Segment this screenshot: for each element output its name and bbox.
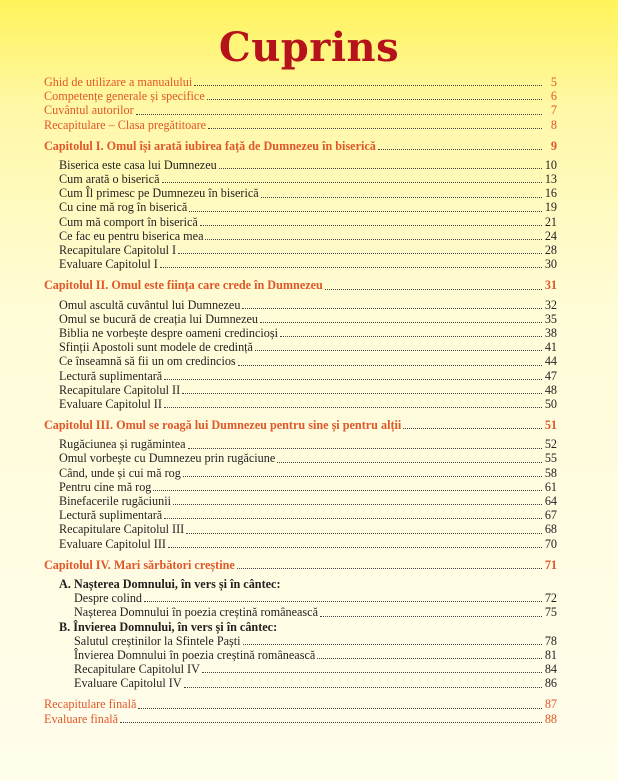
leader-dots [188,448,542,449]
leader-dots [317,658,542,659]
toc-entry[interactable]: Ce fac eu pentru biserica mea 24 [59,228,557,243]
toc-entry[interactable]: Pentru cine mă rog 61 [59,479,557,494]
toc-chapter-1[interactable]: Capitolul I. Omul își arată iubirea față de Dumnezeu în biserică 9 [44,138,557,153]
leader-dots [153,490,541,491]
toc-entry-final-evaluation[interactable]: Evaluare finală 88 [44,711,557,726]
leader-dots [280,336,542,337]
toc-entry[interactable]: Evaluare Capitolul II 50 [59,396,557,411]
leader-dots [242,308,541,309]
toc-entry[interactable]: Lectură suplimentară 47 [59,368,557,383]
leader-dots [160,267,542,268]
leader-dots [205,239,541,240]
toc-entry[interactable]: Recapitulare Capitolul II 48 [59,382,557,397]
toc-entry[interactable]: Recapitulare Capitolul III 68 [59,522,557,537]
toc-entry-guide[interactable]: Ghid de utilizare a manualului 5 [44,74,557,89]
toc-entry[interactable]: Omul se bucură de creația lui Dumnezeu 35 [59,311,557,326]
toc-section-b[interactable]: B. Învierea Domnului, în vers și în cântec: [59,619,278,634]
leader-dots [164,518,542,519]
toc-chapter-4[interactable]: Capitolul IV. Mari sărbători creștine 71 [44,557,557,572]
toc-entry[interactable]: Recapitulare Capitolul I 28 [59,243,557,258]
leader-dots [243,644,542,645]
toc-entry[interactable]: Lectură suplimentară 67 [59,508,557,523]
leader-dots [164,379,542,380]
toc-entry[interactable]: Evaluare Capitolul I 30 [59,257,557,272]
leader-dots [183,476,542,477]
toc-entry[interactable]: Salutul creștinilor la Sfintele Paști 78 [74,633,557,648]
toc-entry-final-review[interactable]: Recapitulare finală 87 [44,697,557,712]
toc-entry[interactable]: Biserica este casa lui Dumnezeu 10 [59,157,557,172]
leader-dots [168,547,542,548]
toc-entry[interactable]: Când, unde și cui mă rog 58 [59,465,557,480]
leader-dots [189,211,542,212]
leader-dots [255,350,542,351]
toc-entry[interactable]: Rugăciunea și rugămintea 52 [59,437,557,452]
toc-entry[interactable]: Cum mă comport în biserică 21 [59,214,557,229]
toc-entry[interactable]: Recapitulare Capitolul IV 84 [74,662,557,677]
toc-entry-preparatory-review[interactable]: Recapitulare – Clasa pregătitoare 8 [44,117,557,132]
toc-entry[interactable]: Cum arată o biserică 13 [59,172,557,187]
leader-dots [186,533,542,534]
toc-entry[interactable]: Învierea Domnului în poezia creștină românească 81 [74,647,557,662]
leader-dots [194,85,542,86]
table-of-contents [44,75,557,726]
leader-dots [219,168,542,169]
leader-dots [182,393,542,394]
toc-entry[interactable]: Binefacerile rugăciunii 64 [59,494,557,509]
toc-entry[interactable]: Omul vorbește cu Dumnezeu prin rugăciune 55 [59,451,557,466]
leader-dots [277,462,542,463]
leader-dots [237,568,542,569]
toc-entry[interactable]: Despre colind 72 [74,591,557,606]
leader-dots [260,322,542,323]
leader-dots [325,289,542,290]
leader-dots [261,197,542,198]
leader-dots [202,672,542,673]
leader-dots [138,708,541,709]
leader-dots [178,253,542,254]
toc-chapter-2[interactable]: Capitolul II. Omul este ființa care crede în Dumnezeu 31 [44,278,557,293]
leader-dots [238,365,542,366]
leader-dots [378,149,542,150]
leader-dots [184,687,542,688]
toc-entry[interactable]: Cum Îl primesc pe Dumnezeu în biserică 16 [59,186,557,201]
toc-entry[interactable]: Nașterea Domnului în poezia creștină românească 75 [74,605,557,620]
leader-dots [403,428,542,429]
toc-section-a[interactable]: A. Nașterea Domnului, în vers și în cântec: [59,576,281,591]
toc-entry-competences[interactable]: Competențe generale și specifice 6 [44,89,557,104]
toc-entry[interactable]: Cu cine mă rog în biserică 19 [59,200,557,215]
leader-dots [320,616,542,617]
leader-dots [120,722,542,723]
leader-dots [136,114,542,115]
leader-dots [164,407,542,408]
leader-dots [208,128,542,129]
page-title: Cuprins [218,24,400,71]
leader-dots [207,99,542,100]
toc-chapter-3[interactable]: Capitolul III. Omul se roagă lui Dumnezeu pentru sine și pentru alții 51 [44,418,557,433]
toc-entry[interactable]: Omul ascultă cuvântul lui Dumnezeu 32 [59,297,557,312]
leader-dots [200,225,542,226]
leader-dots [144,601,542,602]
toc-entry[interactable]: Ce înseamnă să fii un om credincios 44 [59,354,557,369]
toc-entry[interactable]: Biblia ne vorbește despre oameni credincioși 38 [59,325,557,340]
toc-entry[interactable]: Evaluare Capitolul IV 86 [74,676,557,691]
leader-dots [162,182,542,183]
toc-entry-foreword[interactable]: Cuvântul autorilor 7 [44,103,557,118]
leader-dots [173,504,542,505]
toc-entry[interactable]: Evaluare Capitolul III 70 [59,536,557,551]
toc-entry[interactable]: Sfinții Apostoli sunt modele de credință 41 [59,340,557,355]
